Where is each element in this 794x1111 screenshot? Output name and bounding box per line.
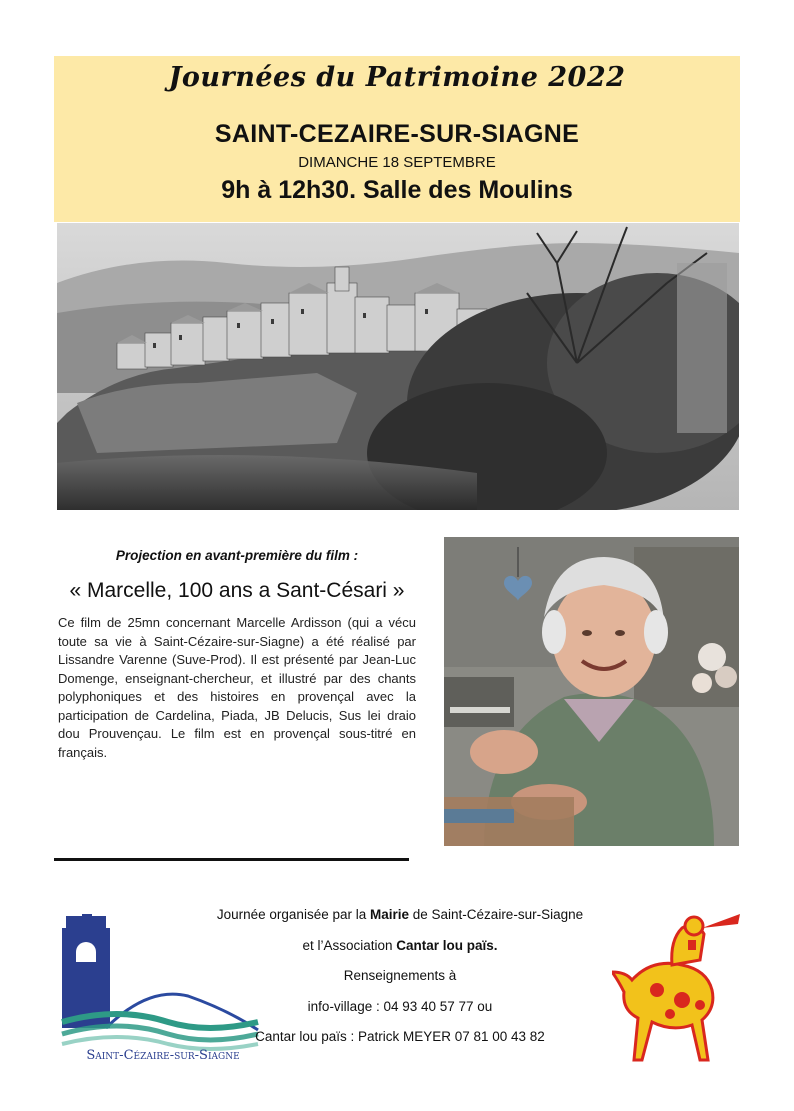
organisation-line-2 — [160, 931, 640, 962]
organisation-line-1-prefix: Journée organisée par la — [216, 907, 370, 922]
film-description: Ce film de 25mn concernant Marcelle Ardisson (qui a vécu toute sa vie à Saint-Cézaire-sur-Siagne) a été réalisé par Lissandre Varenne (Suve-Prod). Il est présenté par Jean-Luc Domenge, enseignant-chercheur, et illustré par des chants polyphoniques et des histoires en provençal avec la participation de Cardelina, Piada, JB Delucis, Sus lei draio dou Prouvençau. Le film est en provençal sous-titré en français. — [58, 615, 416, 760]
film-title: « Marcelle, 100 ans a Sant-Césari » — [69, 579, 405, 602]
mairie-label: Mairie — [369, 907, 410, 922]
organisation-line-2-prefix: et l’Association — [302, 937, 397, 953]
organisation-line-1 — [160, 900, 640, 931]
association-contact-phone: Cantar lou païs : Patrick MEYER 07 81 00 43 82 — [255, 1029, 545, 1044]
portrait-illustration — [444, 537, 739, 846]
film-intro: Projection en avant-première du film : — [115, 548, 359, 563]
event-title-script: Journées du Patrimoine 2022 — [168, 62, 626, 93]
town-name: SAINT-CEZAIRE-SUR-SIAGNE — [214, 120, 580, 148]
portrait-photo — [444, 537, 739, 846]
town-logo-text: Saint-Cézaire-sur-Siagne — [86, 1048, 240, 1063]
association-logo — [612, 910, 744, 1068]
organisation-line-1-suffix: de Saint-Cézaire-sur-Siagne — [409, 907, 584, 922]
village-photo — [57, 223, 739, 510]
event-date: DIMANCHE 18 SEPTEMBRE — [298, 154, 496, 171]
village-photo-illustration — [57, 223, 739, 510]
info-heading: Renseignements à — [343, 968, 457, 983]
film-block — [58, 548, 416, 762]
event-time-place: 9h à 12h30. Salle des Moulins — [221, 176, 573, 204]
association-label: Cantar lou païs. — [396, 937, 498, 953]
info-village-phone: info-village : 04 93 40 57 77 ou — [307, 998, 493, 1014]
organisation-info — [160, 900, 640, 1053]
horn-player-on-horse-icon — [612, 910, 744, 1068]
header-banner — [54, 56, 740, 222]
section-divider — [54, 858, 409, 861]
